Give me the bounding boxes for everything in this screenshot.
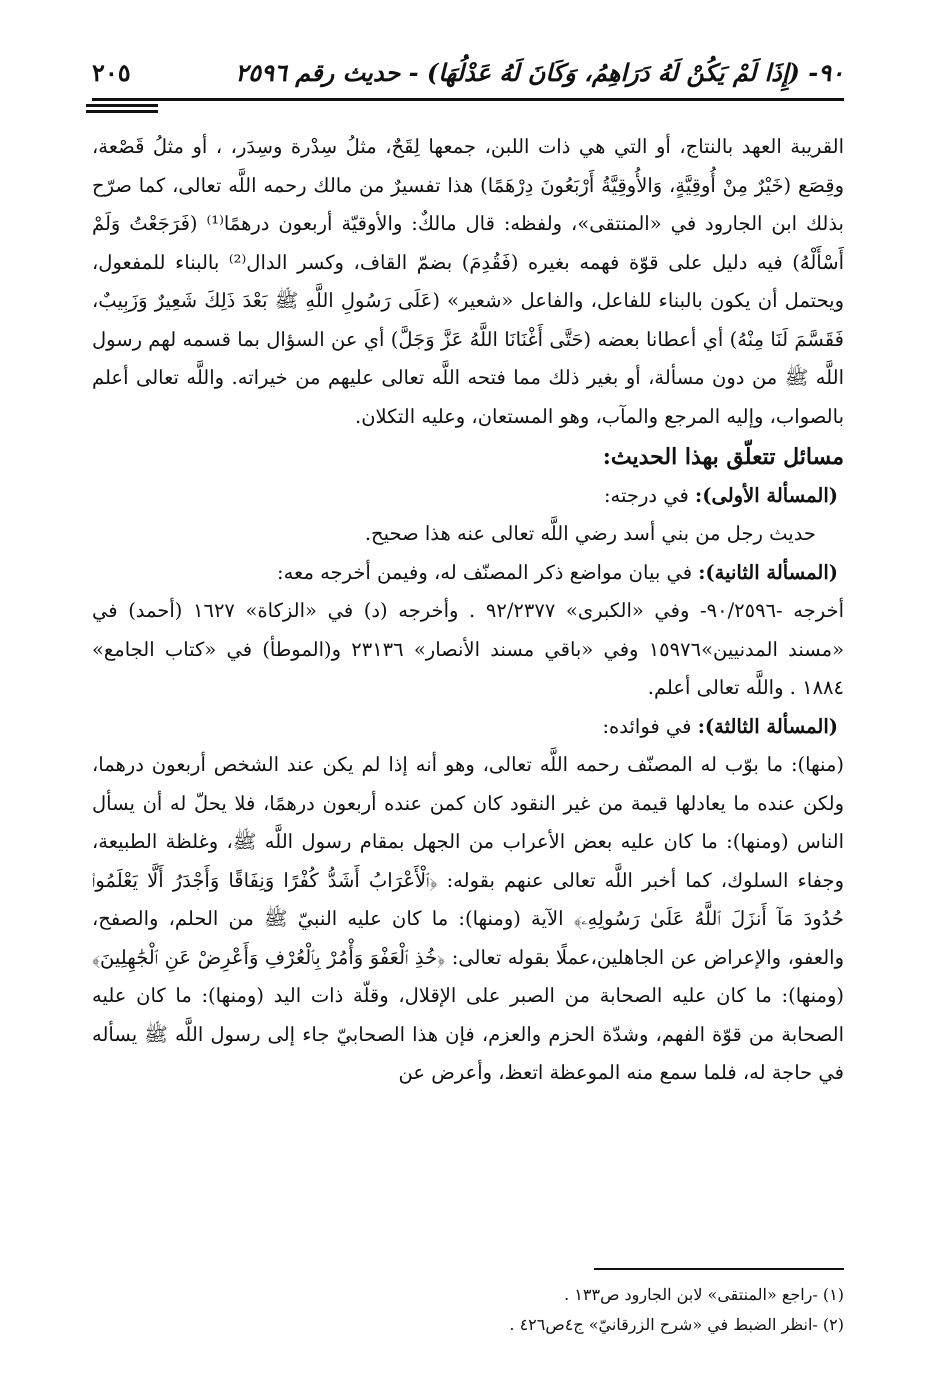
footnote-1: (١) -راجع «المنتقى» لابن الجارود ص١٣٣ . bbox=[564, 1285, 844, 1304]
header-rule-accent bbox=[86, 104, 158, 107]
question-label: (المسألة الأولى): bbox=[695, 483, 838, 507]
question-2-heading bbox=[92, 554, 844, 593]
header-rule-accent-2 bbox=[86, 110, 158, 113]
body-text bbox=[92, 128, 844, 1093]
question-1-body: حديث رجل من بني أسد رضي اللَّه تعالى عنه هذا صحيح. bbox=[364, 522, 816, 545]
question-label: (المسألة الثالثة): bbox=[697, 714, 838, 738]
footnote-2: (٢) -انظر الضبط في «شرح الزرقانيّ» ج٤ص٤٢٦ . bbox=[509, 1315, 844, 1334]
question-2-body: أخرجه -٩٠/٢٥٩٦- وفي «الكبرى» ٩٢/٢٣٧٧ . وأخرجه (د) في «الزكاة» ١٦٢٧ (أحمد) في «مسند المدنيين»١٥٩٧٦ وفي «باقي مسند الأنصار» ٢٣١٣٦ و(الموطأ) في «كتاب الجامع» ١٨٨٤ . واللَّه تعالى أعلم. bbox=[92, 599, 845, 699]
footnotes bbox=[92, 1280, 844, 1340]
running-head bbox=[92, 50, 844, 94]
question-3-body: (منها): ما بوّب له المصنّف رحمه اللَّه تعالى، وهو أنه إذا لم يكن عند الشخص أربعون درهما، ولكن عنده ما يعادلها قيمة من غير النقود كان كمن عنده أربعون درهمًا، فلا يحلّ له أن يسأل الناس (ومنها): ما كان عليه بعض الأعراب من الجهل بمقام رسول اللَّه ﷺ، وغلظة الطبيعة، وجفاء السلوك، كما أخبر اللَّه تعالى عنهم بقوله: ﴿ٱلْأَعْرَابُ أَشَدُّ كُفْرًا وَنِفَاقًا وَأَجْدَرُ أَلَّا يَعْلَمُوا۟ حُدُودَ مَآ أَنزَلَ ٱللَّهُ عَلَىٰ رَسُولِهِۦ﴾ الآية (ومنها): ما كان عليه النبيّ ﷺ من الحلم، والصفح، والعفو، والإعراض عن الجاهلين،عملًا بقوله تعالى: ﴿خُذِ ٱلْعَفْوَ وَأْمُرْ بِٱلْعُرْفِ وَأَعْرِضْ عَنِ ٱلْجَٰهِلِينَ﴾ (ومنها): ما كان عليه الصحابة من الصبر على الإقلال، وقلّة ذات اليد (ومنها): ما كان عليه الصحابة من قوّة الفهم، وشدّة الحزم والعزم، فإن هذا الصحابيّ جاء إلى رسول اللَّه ﷺ يسأله في حاجة له، فلما سمع منه الموعظة اتعظ، وأعرض عن bbox=[92, 753, 844, 1084]
page-number: ٢٠٥ bbox=[92, 57, 131, 87]
header-rule bbox=[92, 98, 844, 101]
running-title: ٩٠- (إِذَا لَمْ يَكُنْ لَهُ دَرَاهِمُ، وَكَانَ لَهُ عَدْلُهَا) - حديث رقم ٢٥٩٦ bbox=[235, 57, 844, 87]
paragraph: القريبة العهد بالنتاج، أو التي هي ذات اللبن، جمعها لِقَحٌ، مثلُ سِدْرة وسِدَر، ، أو مثلُ قَصْعة، وقِصَع (خَيْرٌ مِنْ أُوقِيَّةٍ، وَالأُوقِيَّةُ أَرْبَعُونَ دِرْهَمًا) هذا تفسيرٌ من مالك رحمه اللَّه تعالى، كما صرّح بذلك ابن الجارود في «المنتقى»، ولفظه: قال مالكٌ: والأوقيّة أربعون درهمًا⁽¹⁾ (فَرَجَعْتُ وَلَمْ أَسْأَلْهُ) فيه دليل على قوّة فهمه بغيره (فَقُدِمَ) بضمّ القاف، وكسر الدال⁽²⁾ بالبناء للمفعول، ويحتمل أن يكون بالبناء للفاعل، والفاعل «شعير» (عَلَى رَسُولِ اللَّهِ ﷺ بَعْدَ ذَلِكَ شَعِيرٌ وَزَبِيبٌ، فَقَسَّمَ لَنَا مِنْهُ) أي أعطانا بعضه (حَتَّى أَغْنَانَا اللَّهُ عَزَّ وَجَلَّ) أي عن السؤال بما قسمه لهم رسول اللَّه ﷺ من دون مسألة، أو بغير ذلك مما فتحه اللَّه تعالى عليهم من خيراته. واللَّه تعالى أعلم بالصواب، وإليه المرجع والمآب، وهو المستعان، وعليه التكلان. bbox=[92, 135, 844, 428]
question-topic: في فوائده: bbox=[602, 714, 692, 738]
question-3-heading bbox=[92, 708, 844, 747]
question-label: (المسألة الثانية): bbox=[698, 560, 838, 584]
question-topic: في بيان مواضع ذكر المصنّف له، وفيمن أخرجه معه: bbox=[277, 560, 693, 584]
question-1-heading bbox=[92, 477, 844, 516]
question-topic: في درجته: bbox=[603, 483, 689, 507]
footnote-rule bbox=[594, 1268, 844, 1270]
section-heading: مسائل تتعلّق بهذا الحديث: bbox=[602, 444, 844, 470]
